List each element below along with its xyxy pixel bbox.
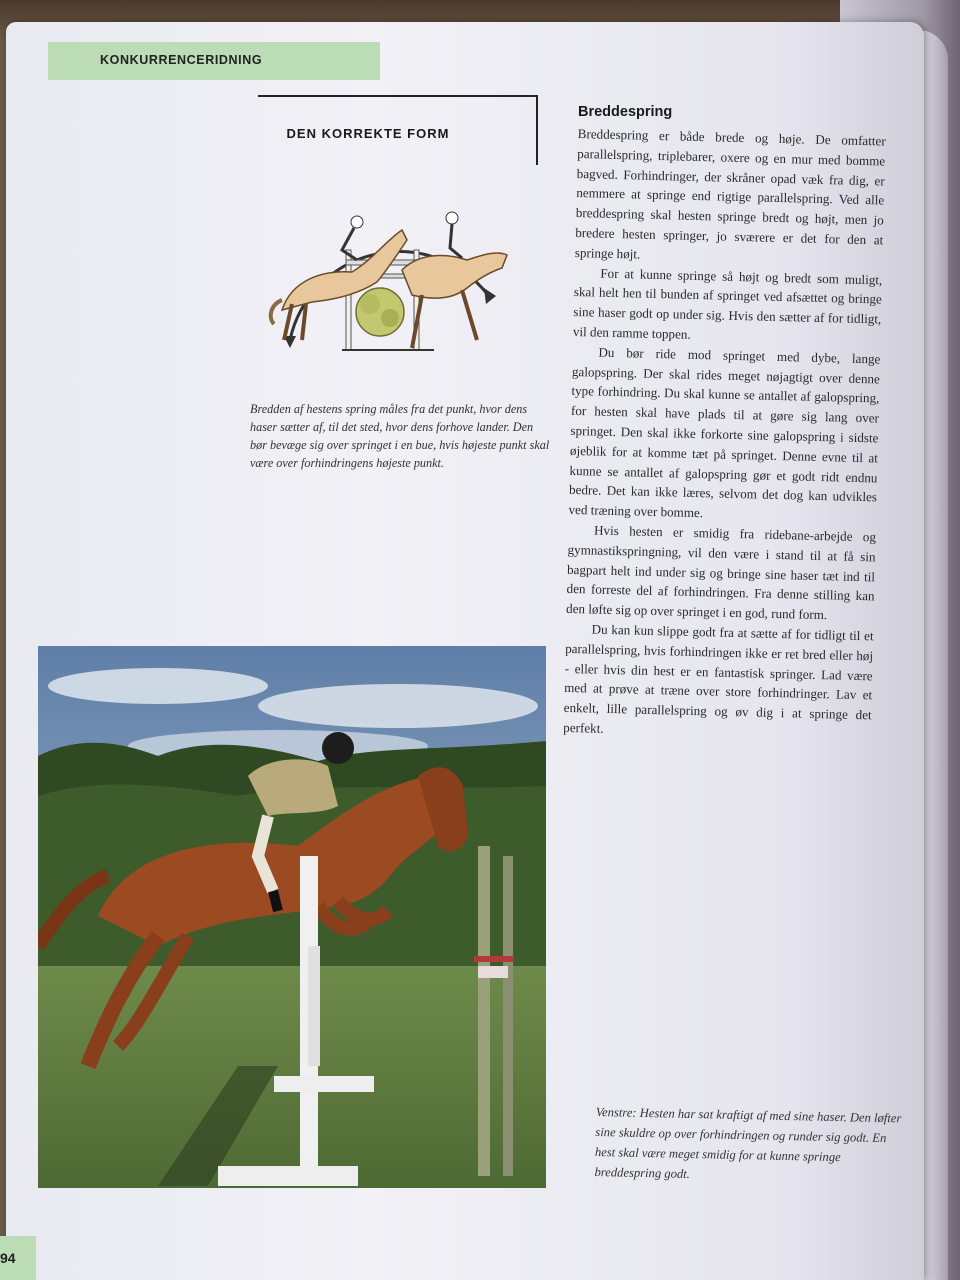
paragraph: For at kunne springe så højt og bredt som muligt, skal helt hen til bunden af springet ved afsættet og bringe sine haser godt op under sig. Hvis den sætter af for tidligt, vil den ramme toppen. bbox=[572, 265, 883, 342]
illustration-title: DEN KORREKTE FORM bbox=[286, 126, 450, 141]
page-number: 94 bbox=[0, 1250, 16, 1266]
paragraph: Du bør ride mod springet med dybe, lange galopspring. Der skal rides meget nøjagtigt over denne type forhindring. Du skal kunne se antallet af galopspring, for hesten skal have plads til at gøre sig lang over springet. Den skal ikke forkorte sine galopspring i sidste øjeblik for at komme tæt på springet. Denne evne til at kunne se antallet af galopspring gør et godt ridt endnu bedre. Det kan ikke læres, selvom det dog kan udvikles ved træning over bomme. bbox=[568, 344, 881, 521]
photo-caption: Venstre: Hesten har sat kraftigt af med sine haser. Den løfter sine skuldre op over forhindringen og runder sig godt. En hest skal være meget smidig for at kunne springe breddespring godt. bbox=[594, 1104, 902, 1181]
article-heading: Breddespring bbox=[578, 104, 673, 120]
page-number-tab bbox=[0, 1236, 36, 1280]
paragraph: Du kan kun slippe godt fra at sætte af for tidligt til et parallelspring, hvis forhindringen ikke er ret bred eller høj - eller hvis din hest er en fantastisk springer. Lad være med at prøve at træne over store forhindringer. Lav et enkelt, lille parallelspring og øv dig i at springe det perfekt. bbox=[563, 621, 874, 736]
paragraph: Hvis hesten er smidig fra ridebane-arbejde og gymnastikspringning, vil den være i stand til at få sin bagpart helt ind under sig og bringe sine haser tæt ind til den forreste del af forhindringen. Fra denne stilling kan den løfte sig op over springet i en god, rund form. bbox=[565, 522, 877, 623]
article-body bbox=[563, 124, 886, 745]
illustration-caption: Bredden af hestens spring måles fra det punkt, hvor dens haser sætter af, til det sted, hvor dens forhove lander. Den bør bevæge sig over springet i en bue, hvis højeste punkt skal være over forhindringens højeste punkt. bbox=[250, 402, 550, 470]
paragraph: Breddespring er både brede og høje. De omfatter parallelspring, triplebarer, oxere og en mur med bomme bagved. Forhindringer, der skråner opad væk fra dig, er nemmere at springe end rigtige parallelspring. Ved alle breddespring skal hesten springe bredt og højt, men jo bredere hesten springer, jo sværere er det for den at springe højt. bbox=[574, 125, 886, 262]
box-rule-side bbox=[536, 95, 538, 165]
horse-show-jump-photo bbox=[38, 646, 546, 1188]
horse-jump-diagram bbox=[262, 200, 522, 360]
box-rule-top bbox=[258, 95, 537, 97]
section-header-tab bbox=[48, 42, 380, 80]
section-label: KONKURRENCERIDNING bbox=[100, 53, 263, 67]
